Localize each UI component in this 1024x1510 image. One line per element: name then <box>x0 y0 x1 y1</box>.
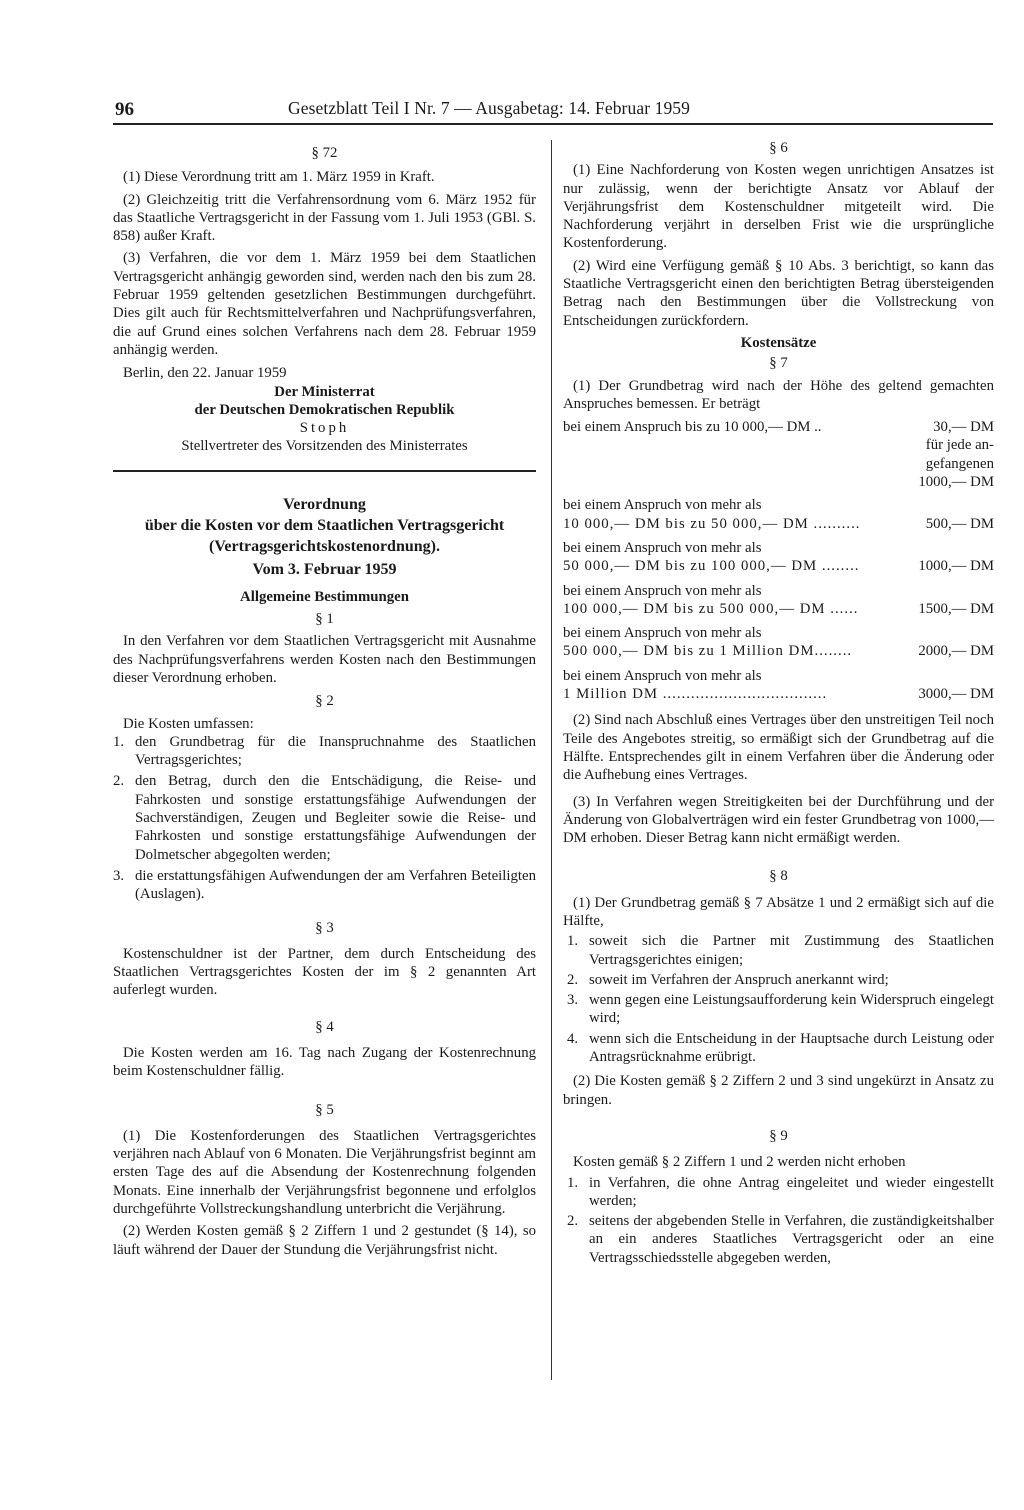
rate-row: bei einem Anspruch von mehr als 50 000,— DM bis zu 100 000,— DM ........ 1000,— DM <box>563 539 994 575</box>
list-item: 1. soweit sich die Partner mit Zustimmung des Staatlichen Vertragsgerichtes einigen; <box>567 933 994 968</box>
section-3-text: Kostenschuldner ist der Partner, dem durch Entscheidung des Staatlichen Vertragsgerichtes Kosten der im § 2 genannten Art auferlegt wurden. <box>113 945 536 999</box>
section-5-para-2: (2) Werden Kosten gemäß § 2 Ziffern 1 und 2 gestundet (§ 14), so läuft während der Dauer der Stundung die Verjährungsfrist nicht. <box>113 1223 536 1258</box>
section-9-heading: § 9 <box>769 1127 788 1144</box>
section-6-para-2: (2) Wird eine Verfügung gemäß § 10 Abs. 3 berichtigt, so kann das Staatliche Vertragsgericht einen den berichtigten Betrag übersteigenden Betrag nach den Bestimmungen über die Vollstreckung von Entscheidungen zurückfordern. <box>563 257 994 329</box>
list-item: 2. soweit im Verfahren der Anspruch anerkannt wird; <box>567 971 889 988</box>
ordinance-date: Vom 3. Februar 1959 <box>252 560 397 578</box>
section-7-heading: § 7 <box>769 355 788 372</box>
section-72-para-2: (2) Gleichzeitig tritt die Verfahrensordnung vom 6. März 1952 für das Staatliche Vertragsgericht in der Fassung vom 1. Juli 1953 (GBl. S. 858) außer Kraft. <box>113 191 536 245</box>
section-1-text: In den Verfahren vor dem Staatlichen Vertragsgericht mit Ausnahme des Nachprüfungsverfahrens werden Kosten nach den Bestimmungen dieser Verordnung erhoben. <box>113 633 536 686</box>
rate-row-1: bei einem Anspruch bis zu 10 000,— DM .. 30,— DM <box>563 419 994 436</box>
section-7-para-1: (1) Der Grundbetrag wird nach der Höhe des geltend gemachten Anspruches bemessen. Er beträgt <box>563 377 994 412</box>
section-8-para-2: (2) Die Kosten gemäß § 2 Ziffern 2 und 3 sind ungekürzt in Ansatz zu bringen. <box>563 1073 994 1108</box>
rate-row-1-extra: 1000,— DM <box>918 474 994 491</box>
list-item: 2. den Betrag, durch den die Entschädigung, die Reise- und Fahrkosten und sonstige erstattungsfähige Aufwendungen der Sachverständigen, Zeugen und Begleiter sowie die Reise- und Fahrkosten und sonstige erstattungsfähige Aufwendungen der Dolmetscher abgegolten werden; <box>113 773 536 863</box>
section-2-intro: Die Kosten umfassen: <box>123 715 254 732</box>
column-divider <box>551 140 552 1380</box>
section-3-heading: § 3 <box>315 919 334 936</box>
section-9-intro: Kosten gemäß § 2 Ziffern 1 und 2 werden nicht erhoben <box>573 1154 906 1171</box>
rate-row: bei einem Anspruch von mehr als 10 000,— DM bis zu 50 000,— DM .......... 500,— DM <box>563 497 994 532</box>
page-number: 96 <box>115 99 134 120</box>
left-column <box>113 144 536 1259</box>
ordinance-title-1: Verordnung <box>283 495 366 513</box>
list-item: 3. die erstattungsfähigen Aufwendungen der am Verfahren Beteiligten (Auslagen). <box>113 867 536 903</box>
rate-row-1-extra: gefangenen <box>925 455 994 472</box>
rate-row: bei einem Anspruch von mehr als 500 000,— DM bis zu 1 Million DM........ 2000,— DM <box>563 625 994 660</box>
right-column <box>563 139 994 1267</box>
list-item: 1. in Verfahren, die ohne Antrag eingeleitet und wieder eingestellt werden; <box>567 1174 994 1209</box>
signature-org-line-1: Der Ministerrat <box>274 383 375 400</box>
ordinance-title-2: über die Kosten vor dem Staatlichen Vertragsgericht (Vertragsgerichtskostenordnung). <box>144 516 505 555</box>
section-5-heading: § 5 <box>315 1101 334 1118</box>
section-6-heading: § 6 <box>769 140 788 156</box>
list-item: 4. wenn sich die Entscheidung in der Hauptsache durch Leistung oder Antragsrücknahme erübrigt. <box>567 1030 994 1066</box>
list-item: 2. seitens der abgebenden Stelle in Verfahren, die zuständigkeitshalber an ein anderes Staatliches Vertragsgericht oder an eine Vertragsschiedsstelle abgegeben werden, <box>567 1213 994 1266</box>
section-4-text: Die Kosten werden am 16. Tag nach Zugang der Kostenrechnung beim Kostenschuldner fällig. <box>113 1044 536 1080</box>
section-5-para-1: (1) Die Kostenforderungen des Staatlichen Vertragsgerichtes verjähren nach Ablauf von 6 Monaten. Die Verjährungsfrist beginnt am ersten Tage des auf die Absendung der Kostenrechnung folgenden Monats. Eine innerhalb der Verjährungsfrist begonnene und erfolglos durchgeführte Vollstreckungshandlung unterbricht die Verjährung. <box>113 1127 536 1218</box>
gazette-title: Gesetzblatt Teil I Nr. 7 — Ausgabetag: 14. Februar 1959 <box>288 98 690 118</box>
rate-row: bei einem Anspruch von mehr als 1 Million DM ................................... 3000,— DM <box>563 667 994 703</box>
signature-org-line-2: der Deutschen Demokratischen Republik <box>194 401 455 418</box>
section-8-intro: (1) Der Grundbetrag gemäß § 7 Absätze 1 und 2 ermäßigt sich auf die Hälfte, <box>563 894 994 929</box>
section-8-heading: § 8 <box>769 868 788 885</box>
section-8-list <box>567 932 994 1066</box>
section-72-para-1: (1) Diese Verordnung tritt am 1. März 1959 in Kraft. <box>123 169 435 186</box>
signature-place-date: Berlin, den 22. Januar 1959 <box>123 365 287 382</box>
section-72-para-3: (3) Verfahren, die vor dem 1. März 1959 bei dem Staatlichen Vertragsgericht anhängig geworden sind, werden nach den bis zum 28. Februar 1959 geltenden gesetzlichen Bestimmungen durchgeführt. Dies gilt auch für Rechtsmittelverfahren und Nachprüfungsverfahren, die auf Grund eines solchen Verfahrens nach dem 28. Februar 1959 anhängig werden. <box>113 250 536 358</box>
kostensaetze-heading: Kostensätze <box>740 334 817 351</box>
section-7-para-3: (3) In Verfahren wegen Streitigkeiten bei der Durchführung und der Änderung von Globalverträgen wird ein fester Grundbetrag von 1000,— DM erhoben. Dieser Betrag kann nicht ermäßigt werden. <box>563 793 994 847</box>
signature-name: Stoph <box>299 420 350 437</box>
rate-row: bei einem Anspruch von mehr als 100 000,— DM bis zu 500 000,— DM ...... 1500,— DM <box>563 582 994 617</box>
list-item: 3. wenn gegen eine Leistungsaufforderung kein Widerspruch eingelegt wird; <box>567 992 994 1027</box>
header-rule <box>113 123 993 125</box>
list-item: 1. den Grundbetrag für die Inanspruchnahme des Staatlichen Vertragsgerichtes; <box>113 733 536 769</box>
section-4-heading: § 4 <box>315 1018 334 1035</box>
page-header <box>113 94 993 124</box>
section-2-heading: § 2 <box>315 693 334 710</box>
section-9-list <box>567 1174 994 1267</box>
section-1-heading: § 1 <box>315 611 334 628</box>
ordinance-subtitle: Allgemeine Bestimmungen <box>240 588 409 605</box>
section-72-heading: § 72 <box>311 145 338 161</box>
section-7-para-2: (2) Sind nach Abschluß eines Vertrages über den unstreitigen Teil noch Teile des Angebotes streitig, so ermäßigt sich der Grundbetrag auf die Hälfte. Entsprechendes gilt in einem Verfahren über die Änderung oder die Aufhebung eines Vertrages. <box>563 712 994 784</box>
rate-row-1-extra: für jede an- <box>925 437 994 454</box>
section-6-para-1: (1) Eine Nachforderung von Kosten wegen unrichtigen Ansatzes ist nur zulässig, wenn der berichtigte Ansatz vor Ablauf der Verjährungsfrist dem Kostenschuldner mitgeteilt wird. Die Nachforderung verjährt in derselben Frist wie die ursprüngliche Kostenforderung. <box>563 162 994 252</box>
signature-role: Stellvertreter des Vorsitzenden des Ministerrates <box>181 438 468 455</box>
section-2-list <box>113 733 536 904</box>
